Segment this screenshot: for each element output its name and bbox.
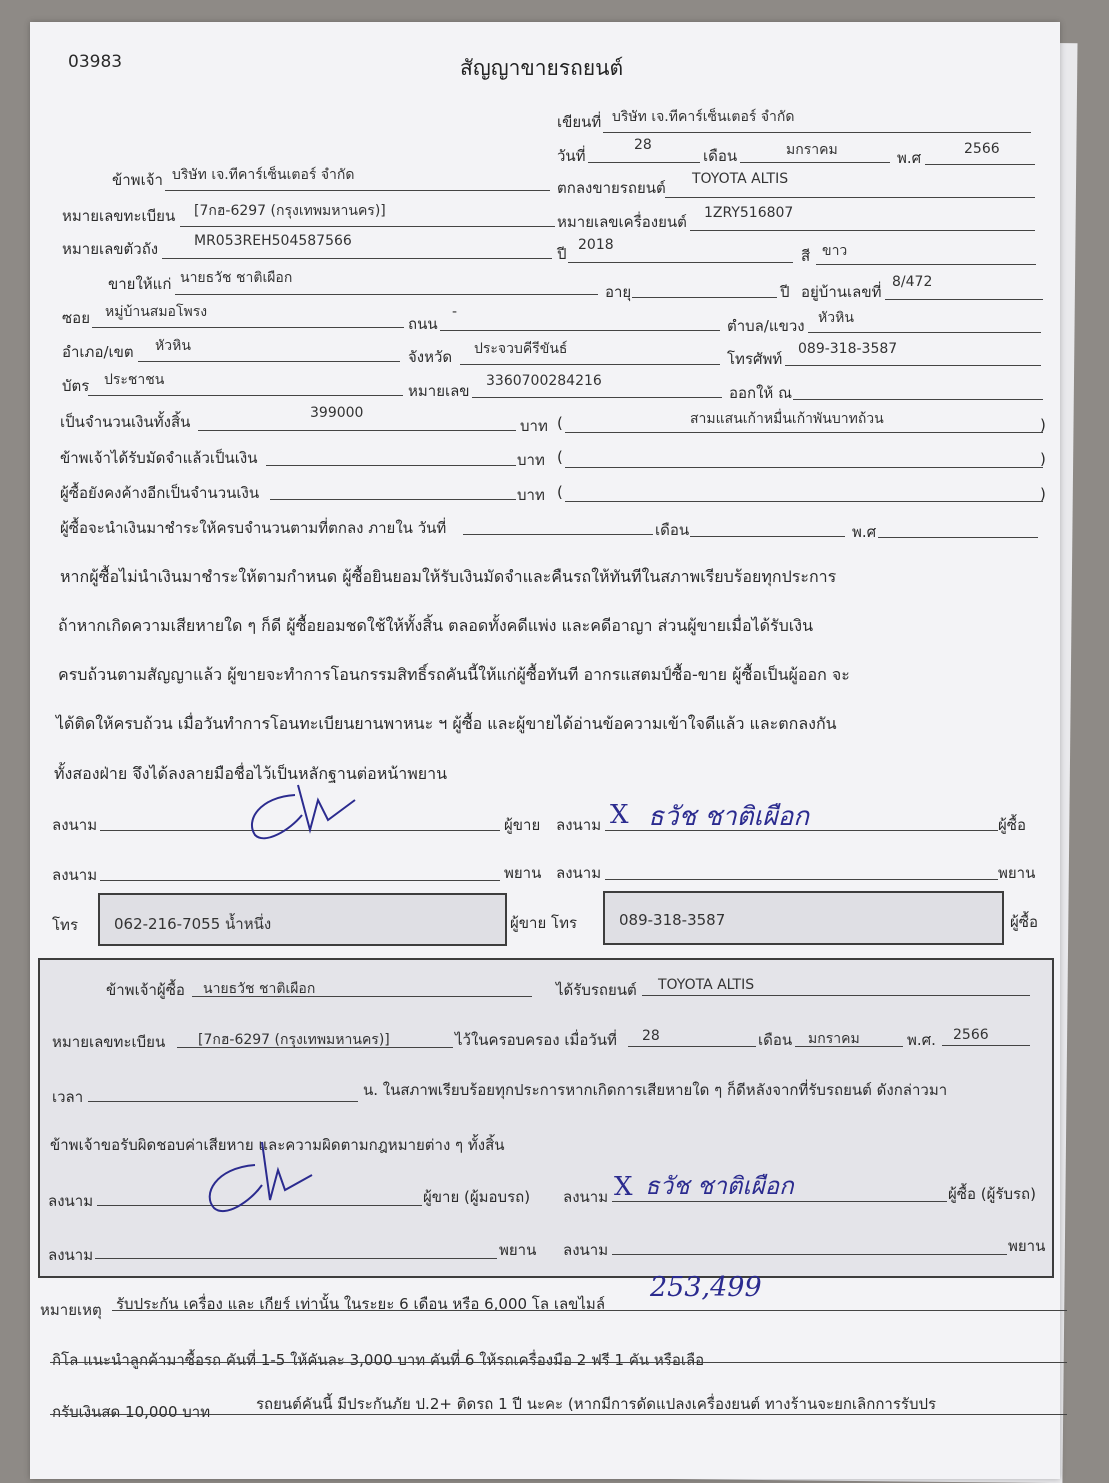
card-no-line [472,397,722,398]
receipt-buyer-signature-mark: X [614,1172,633,1202]
card-type: ประชาชน [104,372,165,388]
soi-label: ซอย [62,309,90,327]
engine-no: 1ZRY516807 [704,205,794,221]
receipt-seller-signature [200,1140,330,1220]
age-line [632,297,777,298]
receipt-day-line [628,1046,756,1047]
deposit-baht-label: บาท [517,451,545,469]
date-label: วันที่ [557,147,586,165]
remaining-close-paren: ) [1040,485,1046,503]
phone-label: โทรศัพท์ [727,350,783,368]
terms-paragraph-4: ได้ติดให้ครบถ้วน เมื่อวันทำการโอนทะเบียนยานพาหนะ ฯ ผู้ซื้อ และผู้ขายได้อ่านข้อความเข้าใจดีแล้ว และตกลงกัน [56,714,837,733]
receipt-car-line [642,995,1030,996]
receipt-seller-sign-label: ลงนาม [48,1192,94,1210]
seller-phone: 062-216-7055 น้ำหนึ่ง [114,915,272,933]
date-month-line [740,162,890,163]
total-close-paren: ) [1040,416,1046,434]
date-day-line [588,162,700,163]
terms-paragraph-2: ถ้าหากเกิดความเสียหายใด ๆ ก็ดี ผู้ซื้อยอมชดใช้ให้ทั้งสิ้น ตลอดทั้งคดีแพ่ง และคดีอาญา ส่วนผู้ขายเมื่อได้รับเงิน [58,616,814,635]
receipt-witness2-line [612,1254,1007,1255]
color-label: สี [801,247,811,265]
year-label: พ.ศ [897,149,922,167]
remark-underline-3 [50,1414,1067,1415]
total-amount: 399000 [310,405,364,421]
receipt-year: 2566 [953,1027,989,1043]
province-label: จังหวัด [408,348,453,366]
remark-line-2: กิโล แนะนำลูกค้ามาซื้อรถ คันที่ 1-5 ให้คันละ 3,000 บาท คันที่ 6 ให้รถเครื่องมือ 2 ฟรี 1 คัน หรือเลือ [52,1351,705,1369]
total-words: สามแสนเก้าหมื่นเก้าพันบาทถ้วน [690,411,884,427]
age-year-label: ปี [780,283,790,301]
agree-sell-label: ตกลงขายรถยนต์ [557,179,666,197]
witness2-sign-line [605,879,998,880]
total-words-line [565,432,1043,433]
total-label: เป็นจำนวนเงินทั้งสิ้น [60,413,191,431]
remark-underline-2 [50,1362,1067,1363]
pay-year-label: พ.ศ [852,523,877,541]
engine-label: หมายเลขเครื่องยนต์ [557,213,687,231]
receipt-buyer-sign-label: ลงนาม [563,1188,609,1206]
receipt-witness1-sign-label: ลงนาม [48,1246,94,1264]
deposit-line [266,465,516,466]
seller-phone-box [98,893,507,946]
subdistrict-label: ตำบล/แขวง [727,317,805,335]
house-no-label: อยู่บ้านเลขที่ [801,283,882,301]
seller-tel-role-label: ผู้ขาย โทร [510,914,578,932]
date-year-line [925,164,1035,165]
engine-line [690,230,1035,231]
mileage-handwritten: 253,499 [650,1272,762,1303]
buyer-tel-role-label: ผู้ซื้อ [1010,913,1038,931]
issued-label: ออกให้ ณ [729,384,792,402]
soi-value: หมู่บ้านสมอโพรง [105,304,208,320]
seller-name-line [165,190,550,191]
remaining-line [270,499,516,500]
pay-day-line [463,534,653,535]
witness1-role-label: พยาน [504,864,542,882]
date-year: 2566 [964,141,1000,157]
car-color: ขาว [822,243,848,259]
remaining-open-paren: ( [557,483,563,501]
house-no-line [885,299,1043,300]
receipt-time-line [88,1101,358,1102]
pay-label: ผู้ซื้อจะนำเงินมาชำระให้ครบจำนวนตามที่ตกลง ภายใน วันที่ [60,519,447,537]
card-line [88,395,403,396]
remark-underline-1 [112,1310,1067,1311]
written-at-label: เขียนที่ [557,113,602,131]
receipt-witness1-role: พยาน [499,1241,537,1259]
phone-value: 089-318-3587 [798,341,898,357]
receipt-witness2-sign-label: ลงนาม [563,1241,609,1259]
reg-line [180,226,555,227]
reg-no: [7กฮ-6297 (กรุงเทพมหานคร)] [194,203,386,219]
document-title: สัญญาขายรถยนต์ [460,56,624,80]
witness2-role-label: พยาน [998,864,1036,882]
seller-sign-label: ลงนาม [52,816,98,834]
receipt-witness1-line [95,1258,497,1259]
receipt-responsibility-text: ข้าพเจ้าขอรับผิดชอบค่าเสียหาย และความผิดตามกฎหมายต่าง ๆ ทั้งสิ้น [50,1136,505,1154]
remark-line-3b: รถยนต์คันนี้ มีประกันภัย ป.2+ ติดรถ 1 ปี นะคะ (หากมีการดัดแปลงเครื่องยนต์ ทางร้านจะยกเลิกการรับปร [256,1395,937,1413]
document-number: 03983 [68,52,123,72]
receipt-reg-no: [7กฮ-6297 (กรุงเทพมหานคร)] [198,1032,390,1048]
receipt-year-label: พ.ศ. [907,1031,936,1049]
color-line [816,264,1036,265]
receipt-buyer-name: นายธวัช ชาติเผือก [203,981,316,997]
witness1-sign-line [100,880,500,881]
car-year-line [568,262,793,263]
written-at-line [603,132,1031,133]
terms-paragraph-5: ทั้งสองฝ่าย จึงได้ลงลายมือชื่อไว้เป็นหลักฐานต่อหน้าพยาน [54,764,448,783]
district-label: อำเภอ/เขต [62,343,134,361]
seller-role-label: ผู้ขาย [504,816,541,834]
remark-line-3a: กรับเงินสด 10,000 บาท [52,1403,211,1421]
pay-year-line [878,537,1038,538]
chassis-label: หมายเลขตัวถัง [62,240,159,258]
date-day: 28 [634,137,652,153]
receipt-possess-label: ไว้ในครอบครอง เมื่อวันที่ [455,1031,617,1049]
remark-line-1: รับประกัน เครื่อง และ เกียร์ เท่านั้น ในระยะ 6 เดือน หรือ 6,000 โล เลขไมล์ [116,1295,606,1313]
receipt-buyer-signature: ธวัช ชาติเผือก [645,1172,794,1200]
receipt-buyer-role: ผู้ซื้อ (ผู้รับรถ) [948,1185,1036,1203]
soi-line [92,327,404,328]
age-label: อายุ [605,283,632,301]
issued-line [793,399,1043,400]
card-no-label: หมายเลข [408,382,470,400]
buyer-name: นายธวัช ชาติเผือก [180,270,293,286]
buyer-sign-label: ลงนาม [556,816,602,834]
receipt-condition-text: น. ในสภาพเรียบร้อยทุกประการหากเกิดการเสียหายใด ๆ ก็ดีหลังจากที่รับรถยนต์ ดังกล่าวมา [363,1081,948,1099]
receipt-witness2-role: พยาน [1008,1237,1046,1255]
province-line [460,364,720,365]
subdistrict-line [808,332,1041,333]
deposit-label: ข้าพเจ้าได้รับมัดจำแล้วเป็นเงิน [60,449,258,467]
receipt-seller-role: ผู้ขาย (ผู้มอบรถ) [423,1188,531,1206]
district-line [138,361,400,362]
chassis-line [162,258,552,259]
remaining-baht-label: บาท [517,486,545,504]
receipt-received-label: ได้รับรถยนต์ [556,981,637,999]
buyer-signature: ธวัช ชาติเผือก [648,802,809,832]
sell-to-label: ขายให้แก่ [108,275,172,293]
card-no: 3360700284216 [486,373,602,389]
pay-month-line [690,536,845,537]
car-model-line [665,197,1035,198]
total-baht-label: บาท [520,417,548,435]
buyer-phone: 089-318-3587 [619,911,726,929]
receipt-year-line [942,1045,1030,1046]
car-year: 2018 [578,237,614,253]
seller-signature [240,775,370,845]
remaining-label: ผู้ซื้อยังคงค้างอีกเป็นจำนวนเงิน [60,484,260,502]
seller-name: บริษัท เจ.ทีคาร์เซ็นเตอร์ จำกัด [172,167,355,183]
buyer-role-label: ผู้ซื้อ [998,816,1026,834]
receipt-day: 28 [642,1028,660,1044]
car-model: TOYOTA ALTIS [692,171,789,187]
chassis-no: MR053REH504587566 [194,233,352,249]
buyer-signature-mark: X [610,800,629,830]
seller-tel-label: โทร [52,916,79,934]
buyer-name-line [175,294,598,295]
receipt-car-model: TOYOTA ALTIS [658,977,755,993]
receipt-month: มกราคม [808,1031,860,1047]
road-line [440,330,720,331]
buyer-phone-box [603,891,1004,945]
witness1-sign-label: ลงนาม [52,866,98,884]
total-line [198,430,516,431]
card-label: บัตร [62,377,90,395]
house-no: 8/472 [892,274,933,290]
receipt-buyer-label: ข้าพเจ้าผู้ซื้อ [106,981,185,999]
road-label: ถนน [408,315,438,333]
total-open-paren: ( [557,414,563,432]
road-value: - [452,304,458,320]
car-receipt-section [38,958,1054,1278]
deposit-words-line [565,467,1043,468]
terms-paragraph-1: หากผู้ซื้อไม่นำเงินมาชำระให้ตามกำหนด ผู้ซื้อยินยอมให้รับเงินมัดจำและคืนรถให้ทันทีในสภาพเรียบร้อยทุกประการ [60,567,837,586]
receipt-month-label: เดือน [758,1031,793,1049]
subdistrict-value: หัวหิน [818,310,854,326]
remark-label: หมายเหตุ [40,1301,102,1319]
car-year-label: ปี [557,245,567,263]
month-label: เดือน [703,147,738,165]
date-month: มกราคม [786,142,838,158]
receipt-time-label: เวลา [52,1088,84,1106]
terms-paragraph-3: ครบถ้วนตามสัญญาแล้ว ผู้ขายจะทำการโอนกรรมสิทธิ์รถคันนี้ให้แก่ผู้ซื้อทันที อากรแสตมป์ซื้อ-ขาย ผู้ซื้อเป็นผู้ออก จะ [58,665,850,684]
deposit-close-paren: ) [1040,450,1046,468]
witness2-sign-label: ลงนาม [556,864,602,882]
province-value: ประจวบคีรีขันธ์ [474,341,568,357]
pay-month-label: เดือน [655,521,690,539]
remaining-words-line [565,501,1043,502]
i-label: ข้าพเจ้า [112,171,163,189]
reg-label: หมายเลขทะเบียน [62,207,176,225]
receipt-reg-label: หมายเลขทะเบียน [52,1033,166,1051]
deposit-open-paren: ( [557,448,563,466]
phone-line [785,365,1041,366]
district-value: หัวหิน [155,338,191,354]
written-at-value: บริษัท เจ.ทีคาร์เซ็นเตอร์ จำกัด [612,109,795,125]
